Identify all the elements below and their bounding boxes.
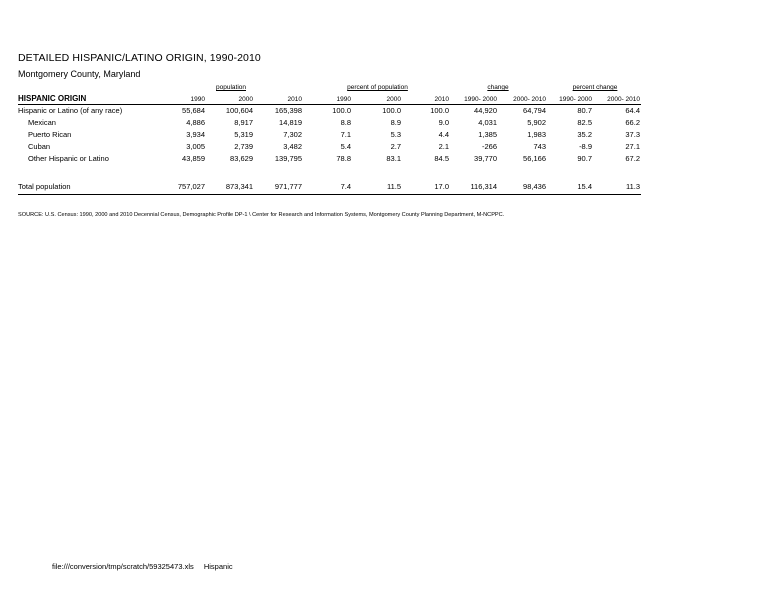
column-header: 1990- 2000 bbox=[559, 96, 592, 103]
table-cell: 15.4 bbox=[577, 182, 592, 191]
column-header: 2010 bbox=[434, 96, 449, 103]
table-cell: 35.2 bbox=[577, 130, 592, 139]
row-label: Total population bbox=[18, 182, 71, 191]
column-header: 1990- 2000 bbox=[464, 96, 497, 103]
table-cell: 4,031 bbox=[478, 118, 497, 127]
table-cell: 1,983 bbox=[527, 130, 546, 139]
table-cell: 7.4 bbox=[340, 182, 351, 191]
total-rule bbox=[18, 194, 641, 195]
group-header-percent-of-population: percent of population bbox=[347, 84, 408, 91]
table-cell: 2,739 bbox=[234, 142, 253, 151]
table-cell: 43,859 bbox=[182, 154, 205, 163]
table-cell: 67.2 bbox=[625, 154, 640, 163]
table-cell: 100.0 bbox=[430, 106, 449, 115]
table-cell: 743 bbox=[533, 142, 546, 151]
table-cell: 165,398 bbox=[274, 106, 302, 115]
table-cell: 7,302 bbox=[283, 130, 302, 139]
table-cell: 90.7 bbox=[577, 154, 592, 163]
table-cell: 83,629 bbox=[230, 154, 253, 163]
table-cell: 2.7 bbox=[390, 142, 401, 151]
page-footer bbox=[52, 562, 233, 571]
table-cell: 5.3 bbox=[390, 130, 401, 139]
table-cell: 11.5 bbox=[386, 182, 401, 191]
row-label: Cuban bbox=[28, 142, 51, 151]
table-cell: 139,795 bbox=[274, 154, 302, 163]
table-cell: 4.4 bbox=[438, 130, 449, 139]
table-cell: 5,319 bbox=[234, 130, 253, 139]
table-cell: 11.3 bbox=[625, 182, 640, 191]
table-cell: 100.0 bbox=[332, 106, 351, 115]
table-cell: 9.0 bbox=[438, 118, 449, 127]
table-cell: -8.9 bbox=[579, 142, 592, 151]
row-label: Mexican bbox=[28, 118, 56, 127]
table-cell: 82.5 bbox=[577, 118, 592, 127]
column-header: 1990 bbox=[336, 96, 351, 103]
column-header: 2000 bbox=[238, 96, 253, 103]
column-header: 1990 bbox=[190, 96, 205, 103]
column-header-origin: HISPANIC ORIGIN bbox=[18, 94, 87, 103]
table-row bbox=[0, 130, 768, 142]
total-row bbox=[0, 182, 768, 194]
table-cell: 8,917 bbox=[234, 118, 253, 127]
table-cell: 3,934 bbox=[186, 130, 205, 139]
source-note: SOURCE: U.S. Census: 1990, 2000 and 2010 Decennial Census, Demographic Profile DP-1 \ Center for Research and Information Systems, Montgomery County Planning Department, M-NCPPC. bbox=[18, 212, 505, 218]
footer-sheet-name: Hispanic bbox=[203, 562, 233, 571]
table-cell: -266 bbox=[481, 142, 497, 151]
group-header-change: change bbox=[487, 84, 509, 91]
table-cell: 78.8 bbox=[336, 154, 351, 163]
table-cell: 4,886 bbox=[186, 118, 205, 127]
table-cell: 44,920 bbox=[474, 106, 497, 115]
table-cell: 8.9 bbox=[390, 118, 401, 127]
column-header: 2000- 2010 bbox=[607, 96, 640, 103]
table-cell: 55,684 bbox=[182, 106, 205, 115]
table-cell: 5.4 bbox=[340, 142, 351, 151]
table-cell: 64,794 bbox=[523, 106, 546, 115]
table-cell: 14,819 bbox=[279, 118, 302, 127]
group-header-percent-change: percent change bbox=[572, 84, 618, 91]
table-cell: 7.1 bbox=[340, 130, 351, 139]
table-cell: 873,341 bbox=[225, 182, 253, 191]
row-label: Hispanic or Latino (of any race) bbox=[18, 106, 123, 115]
table-cell: 5,902 bbox=[527, 118, 546, 127]
table-cell: 3,005 bbox=[186, 142, 205, 151]
column-header: 2000 bbox=[386, 96, 401, 103]
table-cell: 3,482 bbox=[283, 142, 302, 151]
page-title: DETAILED HISPANIC/LATINO ORIGIN, 1990-2010 bbox=[18, 52, 261, 64]
table-cell: 971,777 bbox=[274, 182, 302, 191]
table-row bbox=[0, 154, 768, 166]
table-cell: 84.5 bbox=[434, 154, 449, 163]
table-cell: 80.7 bbox=[577, 106, 592, 115]
table-cell: 757,027 bbox=[177, 182, 205, 191]
row-label: Puerto Rican bbox=[28, 130, 72, 139]
page-subtitle: Montgomery County, Maryland bbox=[18, 69, 141, 79]
table-cell: 116,314 bbox=[470, 182, 497, 191]
table-cell: 98,436 bbox=[523, 182, 546, 191]
table-row bbox=[0, 118, 768, 130]
row-label: Other Hispanic or Latino bbox=[28, 154, 109, 163]
table-cell: 2.1 bbox=[438, 142, 449, 151]
table-cell: 8.8 bbox=[340, 118, 351, 127]
table-cell: 27.1 bbox=[625, 142, 640, 151]
footer-file-path: file:///conversion/tmp/scratch/59325473.xls bbox=[52, 562, 194, 571]
table-cell: 100.0 bbox=[382, 106, 401, 115]
table-cell: 1,385 bbox=[478, 130, 497, 139]
column-header: 2010 bbox=[287, 96, 302, 103]
table-cell: 17.0 bbox=[434, 182, 449, 191]
column-header: 2000- 2010 bbox=[513, 96, 546, 103]
table-cell: 100,604 bbox=[225, 106, 253, 115]
table-cell: 64.4 bbox=[625, 106, 640, 115]
table-row bbox=[0, 142, 768, 154]
table-cell: 39,770 bbox=[474, 154, 497, 163]
table-cell: 37.3 bbox=[625, 130, 640, 139]
header-rule bbox=[18, 104, 641, 105]
table-cell: 66.2 bbox=[625, 118, 640, 127]
group-header-population: population bbox=[216, 84, 246, 91]
table-cell: 56,166 bbox=[523, 154, 546, 163]
table-cell: 83.1 bbox=[386, 154, 401, 163]
table-row bbox=[0, 106, 768, 118]
